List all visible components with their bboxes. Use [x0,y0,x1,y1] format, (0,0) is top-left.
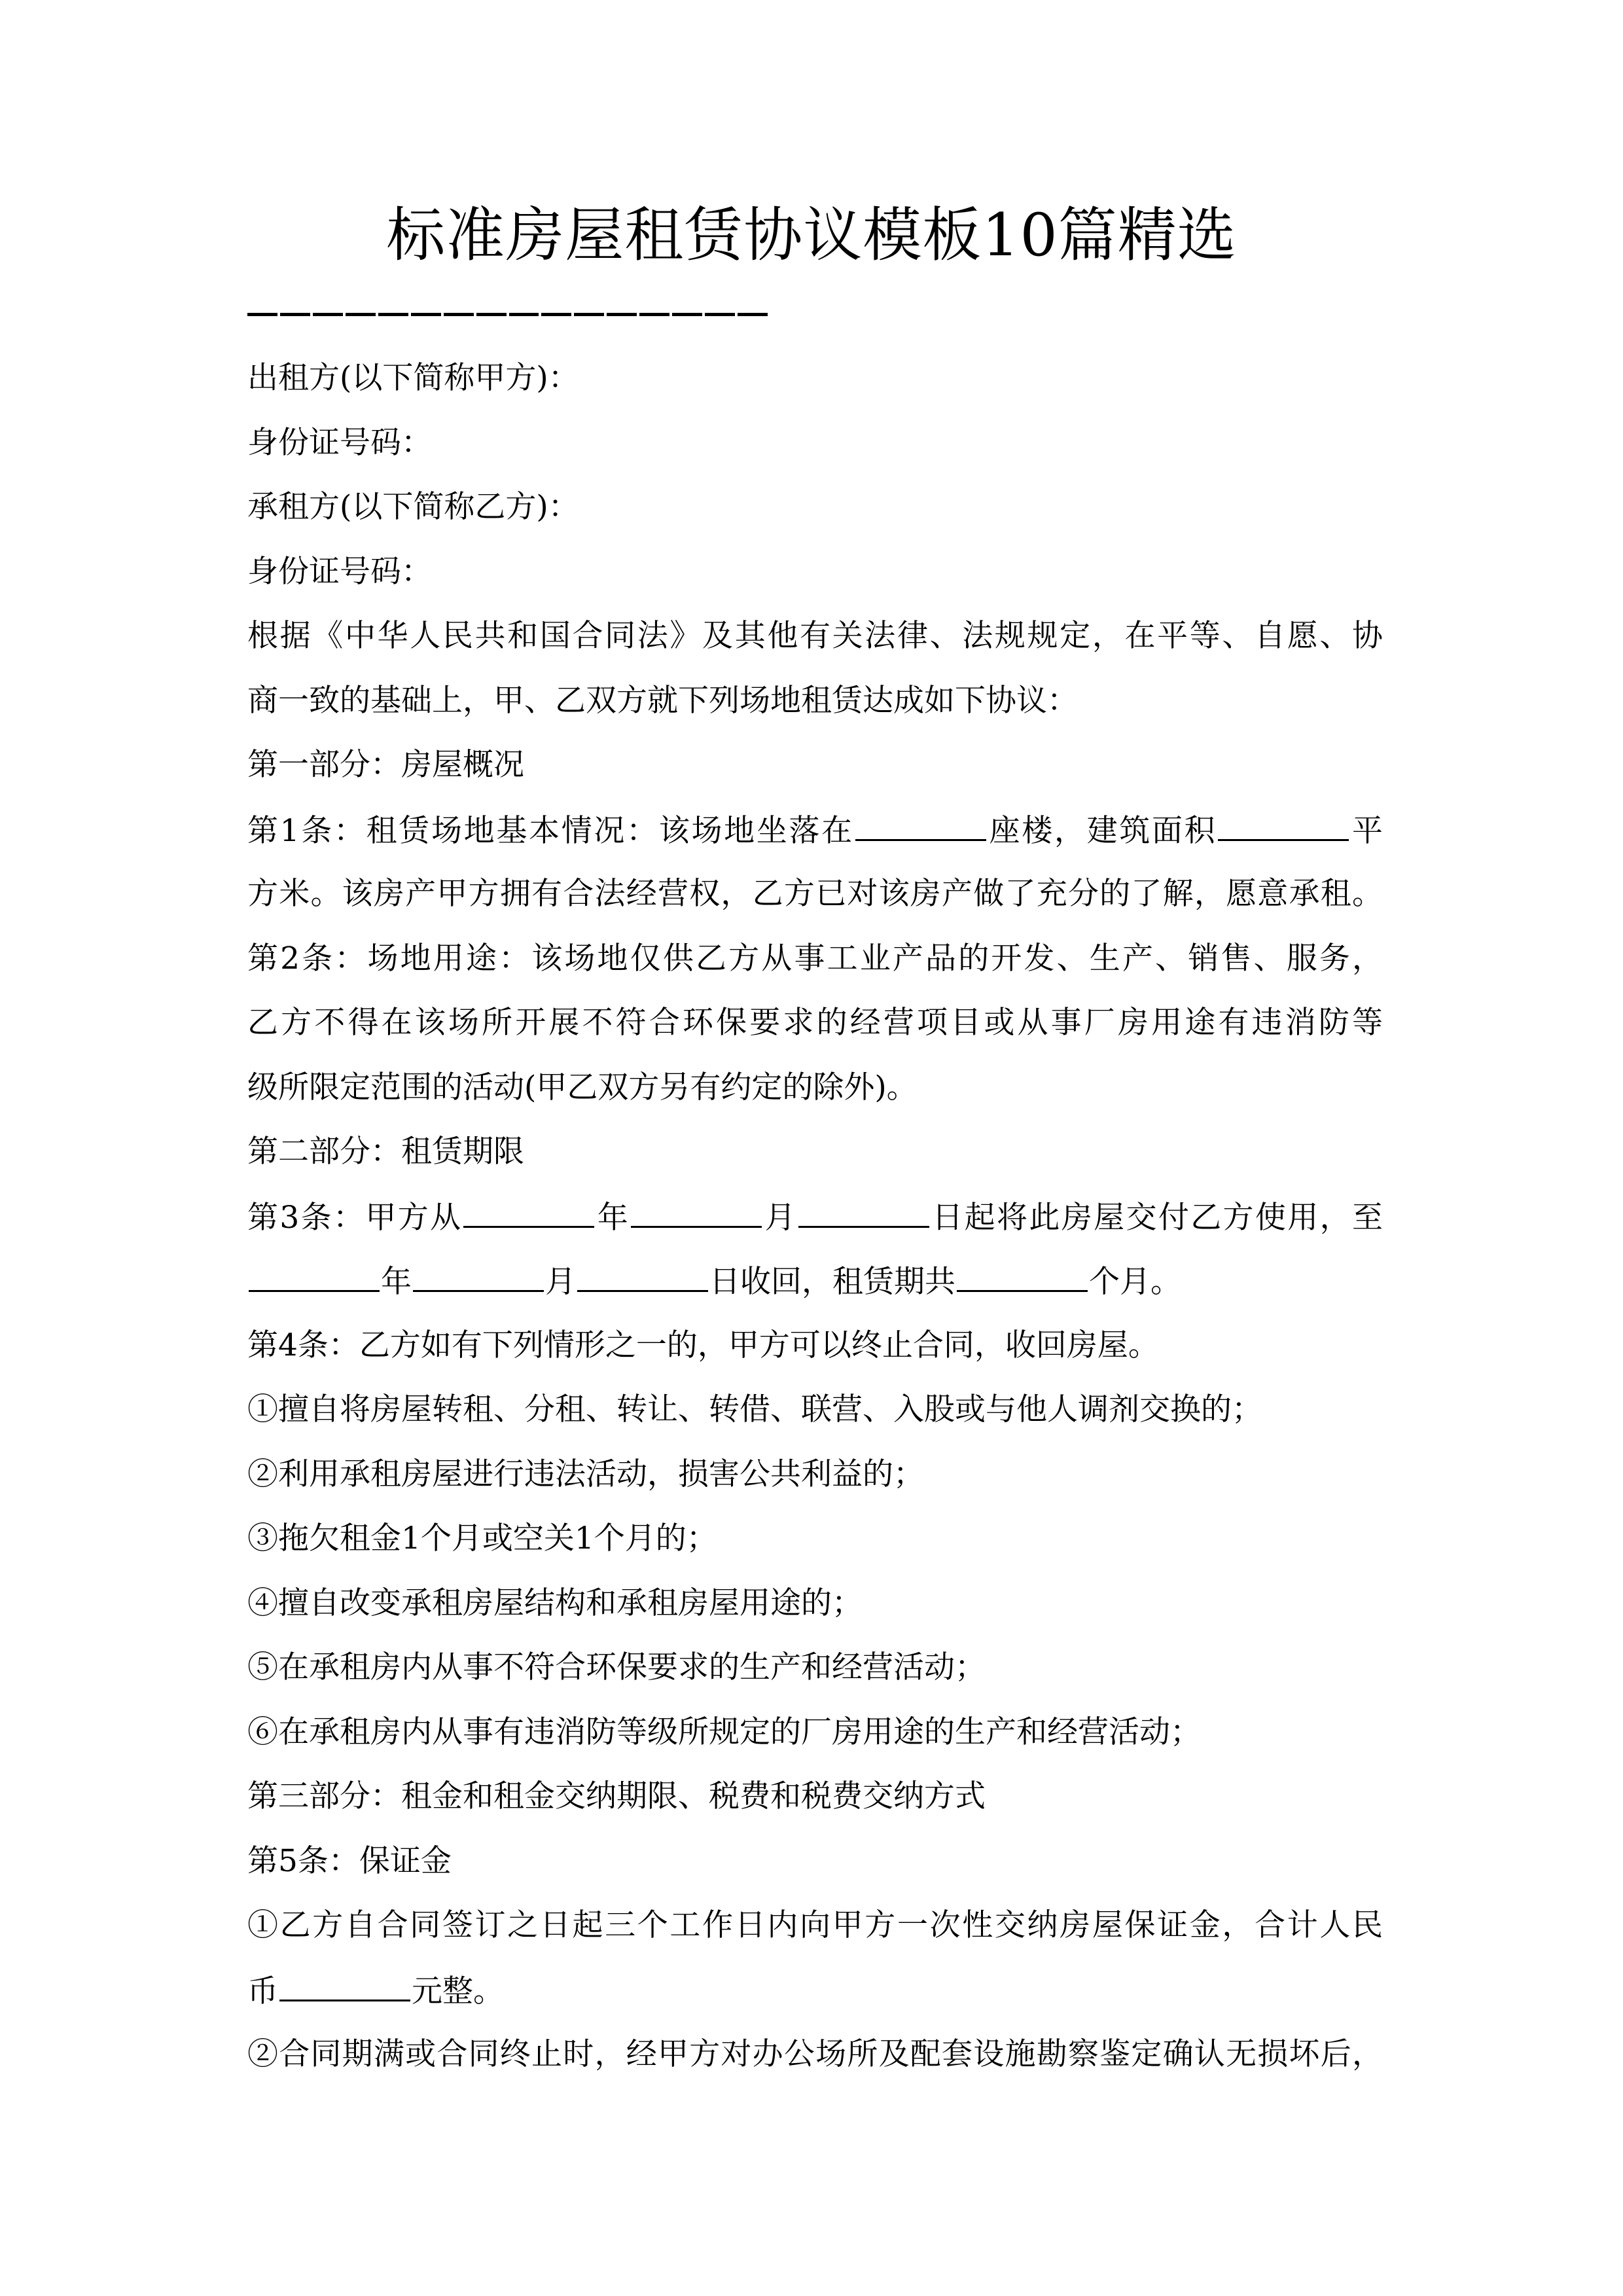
document-line [247,1971,1383,2010]
document-line: 出租方(以下简称甲方)： [247,360,579,396]
line-segment: 座楼，建筑面积 [987,812,1217,849]
document-line: 第二部分：租赁期限 [247,1134,524,1170]
separator-dash [444,309,474,316]
separator-dash [639,309,669,316]
separator-dash [738,309,768,316]
title-separator [247,309,768,317]
line-segment: 年 [596,1199,630,1236]
document-line: 第三部分：租金和租金交纳期限、税费和税费交纳方式 [247,1778,986,1814]
document-line: 第4条：乙方如有下列情形之一的，甲方可以终止合同，收回房屋。 [247,1327,1159,1363]
document-line: 承租方(以下简称乙方)： [247,489,579,525]
line-segment: 年 [381,1264,412,1300]
separator-dash [541,309,571,316]
document-line [247,1261,1383,1300]
document-line: 级所限定范围的活动(甲乙双方另有约定的除外)。 [247,1069,918,1105]
separator-dash [346,309,376,316]
document-line: 乙方不得在该场所开展不符合环保要求的经营项目或从事厂房用途有违消防等 [247,1005,1383,1041]
document-line: ①擅自将房屋转租、分租、转让、转借、联营、入股或与他人调剂交换的； [247,1391,1262,1427]
fill-in-blank [1218,810,1349,841]
separator-dash [672,309,702,316]
separator-dash [509,309,539,316]
document-line: ②合同期满或合同终止时，经甲方对办公场所及配套设施勘察鉴定确认无损坏后， [247,2036,1383,2072]
separator-dash [607,309,637,316]
document-line: ③拖欠租金1个月或空关1个月的； [247,1520,717,1556]
line-segment: 平 [1350,812,1383,849]
fill-in-blank [855,810,986,841]
document-line [247,1197,1383,1236]
line-segment: 第1条：租赁场地基本情况：该场地坐落在 [247,812,854,849]
document-line: 根据《中华人民共和国合同法》及其他有关法律、法规规定，在平等、自愿、协 [247,618,1383,654]
document-line: 第5条：保证金 [247,1842,452,1879]
document-line [247,810,1383,850]
document-line: 身份证号码： [247,553,432,590]
line-segment: 日起将此房屋交付乙方使用，至 [930,1199,1383,1236]
fill-in-blank [957,1261,1088,1292]
separator-dash [247,309,277,316]
fill-in-blank [249,1261,380,1292]
fill-in-blank [577,1261,708,1292]
document-line: ④擅自改变承租房屋结构和承租房屋用途的； [247,1585,863,1621]
document-line: 方米。该房产甲方拥有合法经营权，乙方已对该房产做了充分的了解，愿意承租。 [247,876,1383,912]
fill-in-blank [463,1197,594,1228]
fill-in-blank [631,1197,762,1228]
fill-in-blank [413,1261,544,1292]
document-line: 商一致的基础上，甲、乙双方就下列场地租赁达成如下协议： [247,682,1078,719]
document-line: 第一部分：房屋概况 [247,747,524,783]
line-segment: 个月。 [1089,1264,1181,1300]
document-line: ⑤在承租房内从事不符合环保要求的生产和经营活动； [247,1649,986,1685]
document-title: 标准房屋租赁协议模板10篇精选 [386,201,1237,270]
separator-dash [313,309,343,316]
separator-dash [705,309,735,316]
line-segment: 月 [545,1264,576,1300]
document-line: 第2条：场地用途：该场地仅供乙方从事工业产品的开发、生产、销售、服务， [247,940,1383,977]
fill-in-blank [279,1971,410,2001]
line-segment: 元整。 [412,1973,504,2009]
separator-dash [574,309,604,316]
separator-dash [476,309,507,316]
separator-dash [378,309,408,316]
line-segment: 第3条：甲方从 [247,1199,463,1236]
separator-dash [411,309,441,316]
document-line: ①乙方自合同签订之日起三个工作日内向甲方一次性交纳房屋保证金，合计人民 [247,1907,1383,1943]
line-segment: 月 [763,1199,797,1236]
separator-dash [280,309,310,316]
line-segment: 日收回，租赁期共 [709,1264,955,1300]
line-segment: 币 [247,1973,278,2009]
document-line: 身份证号码： [247,424,432,461]
document-line: ②利用承租房屋进行违法活动，损害公共利益的； [247,1456,924,1492]
fill-in-blank [798,1197,929,1228]
document-line: ⑥在承租房内从事有违消防等级所规定的厂房用途的生产和经营活动； [247,1713,1201,1750]
